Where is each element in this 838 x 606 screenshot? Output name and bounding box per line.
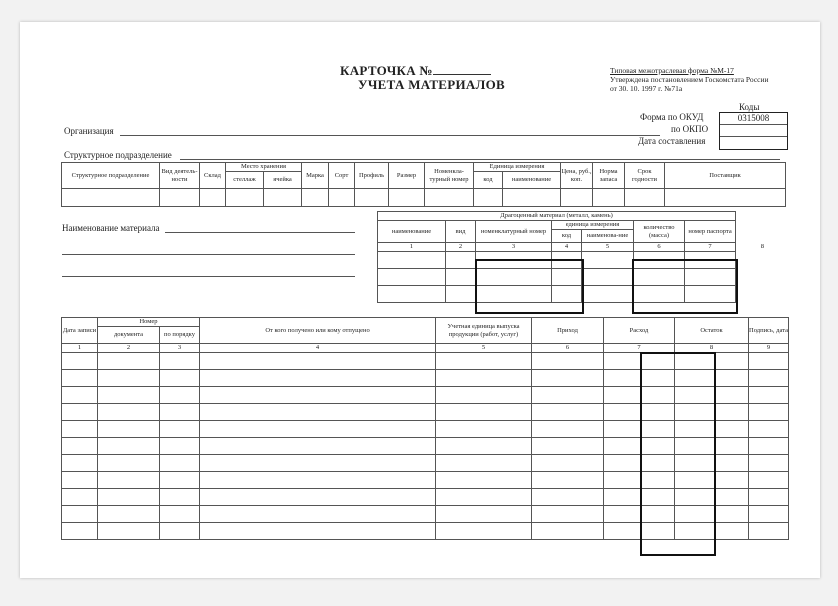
ledger-num-1: 1 xyxy=(62,344,98,353)
ledger-col-signature: Подпись, дата xyxy=(749,318,789,344)
ledger-col-document: документа xyxy=(98,327,160,344)
balance-bold-box xyxy=(640,352,716,556)
precious-col-passport: номер паспорта xyxy=(685,221,736,243)
okpo-label: по ОКПО xyxy=(671,124,709,134)
title-line2: УЧЕТА МАТЕРИАЛОВ xyxy=(358,77,505,92)
ledger-num-7: 7 xyxy=(604,344,675,353)
ledger-col-date: Дата записи xyxy=(62,318,98,344)
ledger-col-from-to: От кого получено или кому отпущено xyxy=(200,318,436,344)
precious-num-6: 6 xyxy=(634,243,685,252)
ledger-num-2: 2 xyxy=(98,344,160,353)
precious-col-name: наименование xyxy=(378,221,446,243)
col-supplier: Поставщик xyxy=(665,163,786,189)
department-field[interactable] xyxy=(180,159,780,160)
ledger-col-number: Номер xyxy=(98,318,200,327)
codes-header: Коды xyxy=(739,102,760,112)
card-number-line[interactable] xyxy=(433,64,491,75)
ledger-num-3: 3 xyxy=(160,344,200,353)
precious-col-nomenclature: номенклатурный номер xyxy=(476,221,552,243)
col-cell: ячейка xyxy=(264,172,302,189)
approved-line2: от 30. 10. 1997 г. №71а xyxy=(610,84,683,93)
ledger-col-balance: Остаток xyxy=(675,318,749,344)
precious-col-type: вид xyxy=(446,221,476,243)
col-struct: Структурное подразделение xyxy=(62,163,160,189)
ledger-num-9: 9 xyxy=(749,344,789,353)
material-name-label: Наименование материала xyxy=(62,223,160,233)
precious-num-7: 7 xyxy=(685,243,736,252)
precious-num-1: 1 xyxy=(378,243,446,252)
organization-label: Организация xyxy=(64,126,114,136)
col-unit-name: наименование xyxy=(503,172,561,189)
precious-num-4: 4 xyxy=(552,243,582,252)
okud-label: Форма по ОКУД xyxy=(640,112,704,122)
col-unit: Единица измерения xyxy=(474,163,561,172)
precious-col-quantity: количество (масса) xyxy=(634,221,685,243)
material-attributes-table xyxy=(61,162,786,207)
col-unit-code: код xyxy=(474,172,503,189)
ledger-num-5: 5 xyxy=(436,344,532,353)
col-warehouse: Склад xyxy=(200,163,226,189)
title-line1: КАРТОЧКА № xyxy=(340,63,433,78)
ledger-col-unit: Учетная единица выпуска продукции (работ, услуг) xyxy=(436,318,532,344)
okud-value[interactable]: 0315008 xyxy=(720,113,787,125)
col-profile: Профиль xyxy=(355,163,389,189)
material-name-field-3[interactable] xyxy=(62,276,355,277)
approved-line1: Утверждена постановлением Госкомстата России xyxy=(610,75,769,84)
col-storage-place: Место хранения xyxy=(226,163,302,172)
col-nomenclature: Номенкла-турный номер xyxy=(425,163,474,189)
ledger-col-order: по порядку xyxy=(160,327,200,344)
precious-num-2: 2 xyxy=(446,243,476,252)
date-value[interactable] xyxy=(720,137,787,148)
col-stock-norm: Норма запаса xyxy=(593,163,625,189)
table-row[interactable] xyxy=(62,189,786,207)
col-activity: Вид деятель-ности xyxy=(160,163,200,189)
precious-bold-box-1 xyxy=(475,259,584,314)
col-size: Размер xyxy=(389,163,425,189)
ledger-col-income: Приход xyxy=(532,318,604,344)
precious-header: Драгоценный материал (металл, камень) xyxy=(378,212,736,221)
col-shelf-life: Срок годности xyxy=(625,163,665,189)
date-label: Дата составления xyxy=(638,136,706,146)
precious-num-8: 8 xyxy=(760,243,764,251)
precious-bold-box-2 xyxy=(632,259,738,314)
ledger-num-6: 6 xyxy=(532,344,604,353)
form-sheet xyxy=(20,22,820,578)
ledger-num-4: 4 xyxy=(200,344,436,353)
precious-col-code: код xyxy=(552,230,582,243)
ledger-num-8: 8 xyxy=(675,344,749,353)
col-price: Цена, руб., коп. xyxy=(561,163,593,189)
codes-box xyxy=(719,112,788,150)
col-rack: стеллаж xyxy=(226,172,264,189)
form-type: Типовая межотраслевая форма №М-17 xyxy=(610,66,734,75)
precious-col-unit-name: наименова-ние xyxy=(582,230,634,243)
department-label: Структурное подразделение xyxy=(64,150,172,160)
material-name-field-2[interactable] xyxy=(62,254,355,255)
col-brand: Марка xyxy=(302,163,329,189)
precious-num-5: 5 xyxy=(582,243,634,252)
precious-col-unit: единица измерения xyxy=(552,221,634,230)
organization-field[interactable] xyxy=(120,135,660,136)
col-grade: Сорт xyxy=(329,163,355,189)
precious-num-3: 3 xyxy=(476,243,552,252)
okpo-value[interactable] xyxy=(720,125,787,137)
material-name-field-1[interactable] xyxy=(165,232,355,233)
ledger-col-expense: Расход xyxy=(604,318,675,344)
